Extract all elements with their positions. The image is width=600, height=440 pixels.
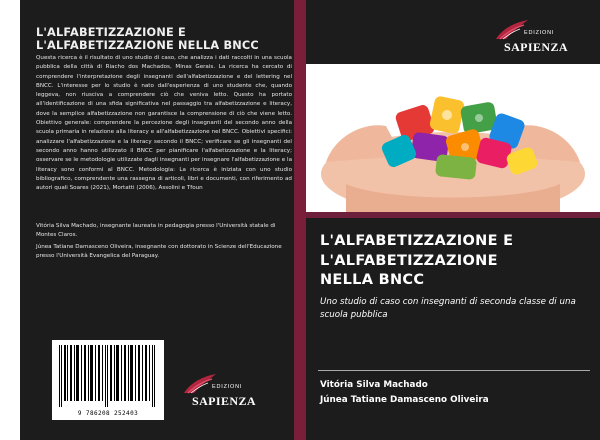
barcode-box: [52, 340, 164, 420]
sapienza-feather-logo-icon: [182, 372, 218, 394]
back-blurb: Questa ricerca è il risultato di uno studio di caso, che analizza i dati raccolti in una scuola pubblica della città di Riacho dos Machados, Minas Gerais. La ricerca ha cercato di comprendere l'interpretazione degli insegnanti dell'alfabetizzazione e del lettering nel BNCC. L'interesse per lo studio è nato dall'esperienza di uno studente che, quando leggeva, non riusciva a comprendere ciò che veniva letto. Questo ha portato all'identificazione di una sfida significativa nel passaggio tra alfabetizzazione e literacy, dove la semplice alfabetizzazione non garantisce la comprensione di ciò che viene letto. Obiettivo generale: comprendere la percezione degli insegnanti del secondo anno della scuola primaria in relazione alla literacy e all'alfabetizzazione nel BNCC. Obiettivi specifici: analizzare l'alfabetizzazione e la literacy secondo il BNCC; verificare se gli insegnanti del secondo anno hanno utilizzato il BNCC per pianificare l'alfabetizzazione e la literacy; osservare se le metodologie utilizzate dagli insegnanti per insegnare l'alfabetizzazione e la literacy sono conformi al BNCC. Metodologia: La ricerca è iniziata con uno studio bibliografico, comprendente una rassegna di articoli, libri e documenti, con riferimento ad autori quali Soares (2021), Mortatti (2006), Assolini e Tfoun: [36, 55, 292, 192]
publisher-logo-front: [494, 18, 578, 58]
author-name-1: Vitória Silva Machado: [320, 380, 428, 390]
back-cover: [20, 0, 294, 440]
publisher-name: SAPIENZA: [504, 40, 568, 54]
spine: [294, 0, 306, 440]
author-bio-1: Vitória Silva Machado, insegnante laureata in pedagogia presso l'Università statale di Montes Claros.: [36, 223, 276, 239]
front-title-line-2: L'ALFABETIZZAZIONE: [320, 252, 498, 269]
accent-band: [306, 212, 600, 218]
hands-with-letters-photo: [306, 64, 600, 212]
sapienza-feather-logo-icon: [494, 18, 530, 40]
publisher-edizioni-label: EDIZIONI: [212, 384, 243, 390]
publisher-name: SAPIENZA: [192, 394, 256, 408]
front-title-line-3: NELLA BNCC: [320, 272, 425, 288]
front-subtitle: Uno studio di caso con insegnanti di seconda classe di una scuola pubblica: [320, 297, 576, 320]
hands-with-letters-icon: [306, 64, 600, 212]
front-cover: [306, 0, 600, 440]
back-title-line-1: L'ALFABETIZZAZIONE E: [36, 26, 186, 39]
author-name-2: Júnea Tatiane Damasceno Oliveira: [320, 395, 489, 405]
author-bios: [36, 222, 292, 263]
front-title-line-1: L'ALFABETIZZAZIONE E: [320, 233, 514, 249]
isbn-number: 9 786208 252403: [77, 410, 139, 417]
author-bio-2: Júnea Tatiane Damasceno Oliveira, insegnante con dottorato in Scienze dell'Educazione presso l'Università Evangelica del Paraguay.: [36, 243, 282, 259]
back-title: [36, 26, 286, 52]
divider: [318, 370, 590, 371]
front-title: [320, 232, 590, 291]
back-title-line-2: L'ALFABETIZZAZIONE NELLA BNCC: [36, 39, 259, 52]
barcode-icon: [57, 345, 159, 407]
publisher-logo-back: [182, 372, 266, 412]
publisher-edizioni-label: EDIZIONI: [524, 30, 555, 36]
